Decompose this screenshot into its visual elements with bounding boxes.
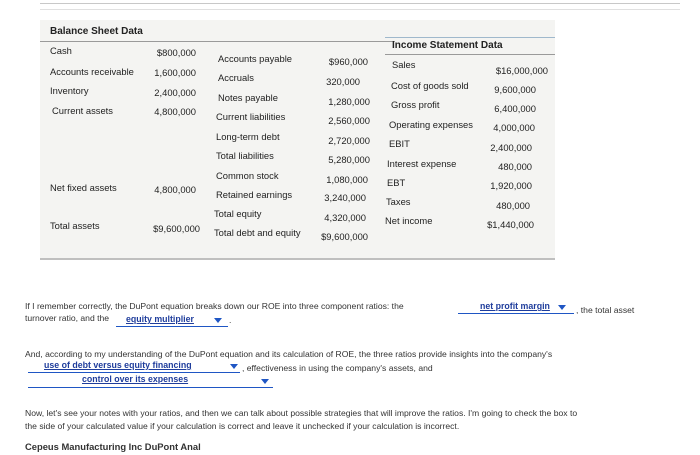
- dropdown-underline: [458, 313, 574, 314]
- accruals-label: Accruals: [218, 72, 254, 83]
- cogs-value: 9,600,000: [494, 84, 536, 95]
- income-statement-title: Income Statement Data: [392, 40, 503, 51]
- balance-title-rule: [40, 41, 395, 42]
- financial-data-panel: [40, 20, 555, 260]
- equity-multiplier-dropdown[interactable]: equity multiplier: [126, 314, 194, 324]
- common-stock-label: Common stock: [216, 170, 279, 181]
- dropdown-arrow-icon[interactable]: [230, 364, 238, 369]
- notes-payable-value: 1,280,000: [328, 96, 370, 107]
- insights-text-2: , effectiveness in using the company's assets, and: [242, 363, 433, 373]
- common-stock-value: 1,080,000: [326, 174, 368, 185]
- dropdown-arrow-icon[interactable]: [558, 305, 566, 310]
- ar-label: Accounts receivable: [50, 66, 134, 77]
- dupont-text-1: If I remember correctly, the DuPont equation breaks down our ROE into three component ratios: the: [25, 301, 404, 311]
- total-equity-value: 4,320,000: [324, 212, 366, 223]
- ebit-label: EBIT: [389, 138, 410, 149]
- taxes-label: Taxes: [386, 196, 411, 207]
- ebt-value: 1,920,000: [490, 180, 532, 191]
- total-equity-label: Total equity: [214, 208, 262, 219]
- operating-expenses-value: 4,000,000: [493, 122, 535, 133]
- gross-profit-label: Gross profit: [391, 99, 440, 110]
- dupont-text-3: turnover ratio, and the: [25, 313, 110, 323]
- inventory-label: Inventory: [50, 85, 89, 96]
- dropdown-underline: [28, 387, 273, 388]
- taxes-value: 480,000: [496, 200, 530, 211]
- retained-earnings-label: Retained earnings: [216, 189, 293, 200]
- total-debt-equity-label: Total debt and equity: [214, 227, 301, 238]
- section-heading: Cepeus Manufacturing Inc DuPont Anal: [25, 441, 201, 452]
- net-fixed-assets-value: 4,800,000: [154, 184, 196, 195]
- total-assets-value: $9,600,000: [153, 223, 200, 234]
- ar-value: 1,600,000: [154, 67, 196, 78]
- balance-sheet-title: Balance Sheet Data: [50, 26, 143, 37]
- dropdown-underline: [116, 326, 228, 327]
- long-term-debt-value: 2,720,000: [328, 135, 370, 146]
- ebit-value: 2,400,000: [490, 142, 532, 153]
- debt-equity-financing-dropdown[interactable]: use of debt versus equity financing: [44, 360, 192, 370]
- ap-label: Accounts payable: [218, 53, 293, 64]
- total-assets-label: Total assets: [50, 220, 100, 231]
- interest-expense-label: Interest expense: [387, 158, 457, 169]
- total-debt-equity-value: $9,600,000: [321, 231, 368, 242]
- cash-label: Cash: [50, 45, 72, 56]
- retained-earnings-value: 3,240,000: [324, 192, 366, 203]
- expense-control-dropdown[interactable]: control over its expenses: [82, 374, 189, 384]
- dropdown-arrow-icon[interactable]: [214, 318, 222, 323]
- current-assets-label: Current assets: [52, 105, 113, 116]
- notes-payable-label: Notes payable: [218, 92, 278, 103]
- ebt-label: EBT: [387, 177, 406, 188]
- income-title-rule-top: [385, 37, 555, 38]
- accruals-value: 320,000: [326, 76, 360, 87]
- income-title-rule: [385, 54, 555, 55]
- insights-text-1: And, according to my understanding of the DuPont equation and its calculation of ROE, the three ratios provide insights into the company's: [25, 349, 553, 359]
- net-income-label: Net income: [385, 215, 433, 226]
- operating-expenses-label: Operating expenses: [389, 119, 473, 130]
- current-liabilities-label: Current liabilities: [216, 111, 286, 122]
- sales-value: $16,000,000: [495, 65, 548, 76]
- gross-profit-value: 6,400,000: [494, 103, 536, 114]
- dropdown-underline: [28, 372, 240, 373]
- interest-expense-value: 480,000: [498, 161, 532, 172]
- inventory-value: 2,400,000: [154, 87, 196, 98]
- long-term-debt-label: Long-term debt: [216, 131, 280, 142]
- dupont-text-2: , the total asset: [576, 305, 635, 315]
- net-income-value: $1,440,000: [487, 219, 534, 230]
- cogs-label: Cost of goods sold: [391, 80, 469, 91]
- ap-value: $960,000: [328, 56, 368, 67]
- sales-label: Sales: [392, 59, 416, 70]
- net-fixed-assets-label: Net fixed assets: [50, 182, 117, 193]
- top-divider-secondary: [40, 9, 680, 10]
- current-assets-value: 4,800,000: [154, 106, 196, 117]
- dupont-text-4: .: [229, 315, 232, 325]
- notes-text-1: Now, let's see your notes with your ratios, and then we can talk about possible strategies that will improve the ratios. I'm going to check the box to: [25, 408, 578, 418]
- total-liabilities-value: 5,280,000: [328, 154, 370, 165]
- net-profit-margin-dropdown[interactable]: net profit margin: [480, 301, 550, 311]
- dropdown-arrow-icon[interactable]: [261, 379, 269, 384]
- cash-value: $800,000: [156, 47, 196, 58]
- top-divider: [40, 3, 680, 4]
- notes-text-2: the side of your calculated value if your calculation is correct and leave it unchecked if your calculation is incorrect.: [25, 421, 460, 431]
- total-liabilities-label: Total liabilities: [216, 150, 274, 161]
- current-liabilities-value: 2,560,000: [328, 115, 370, 126]
